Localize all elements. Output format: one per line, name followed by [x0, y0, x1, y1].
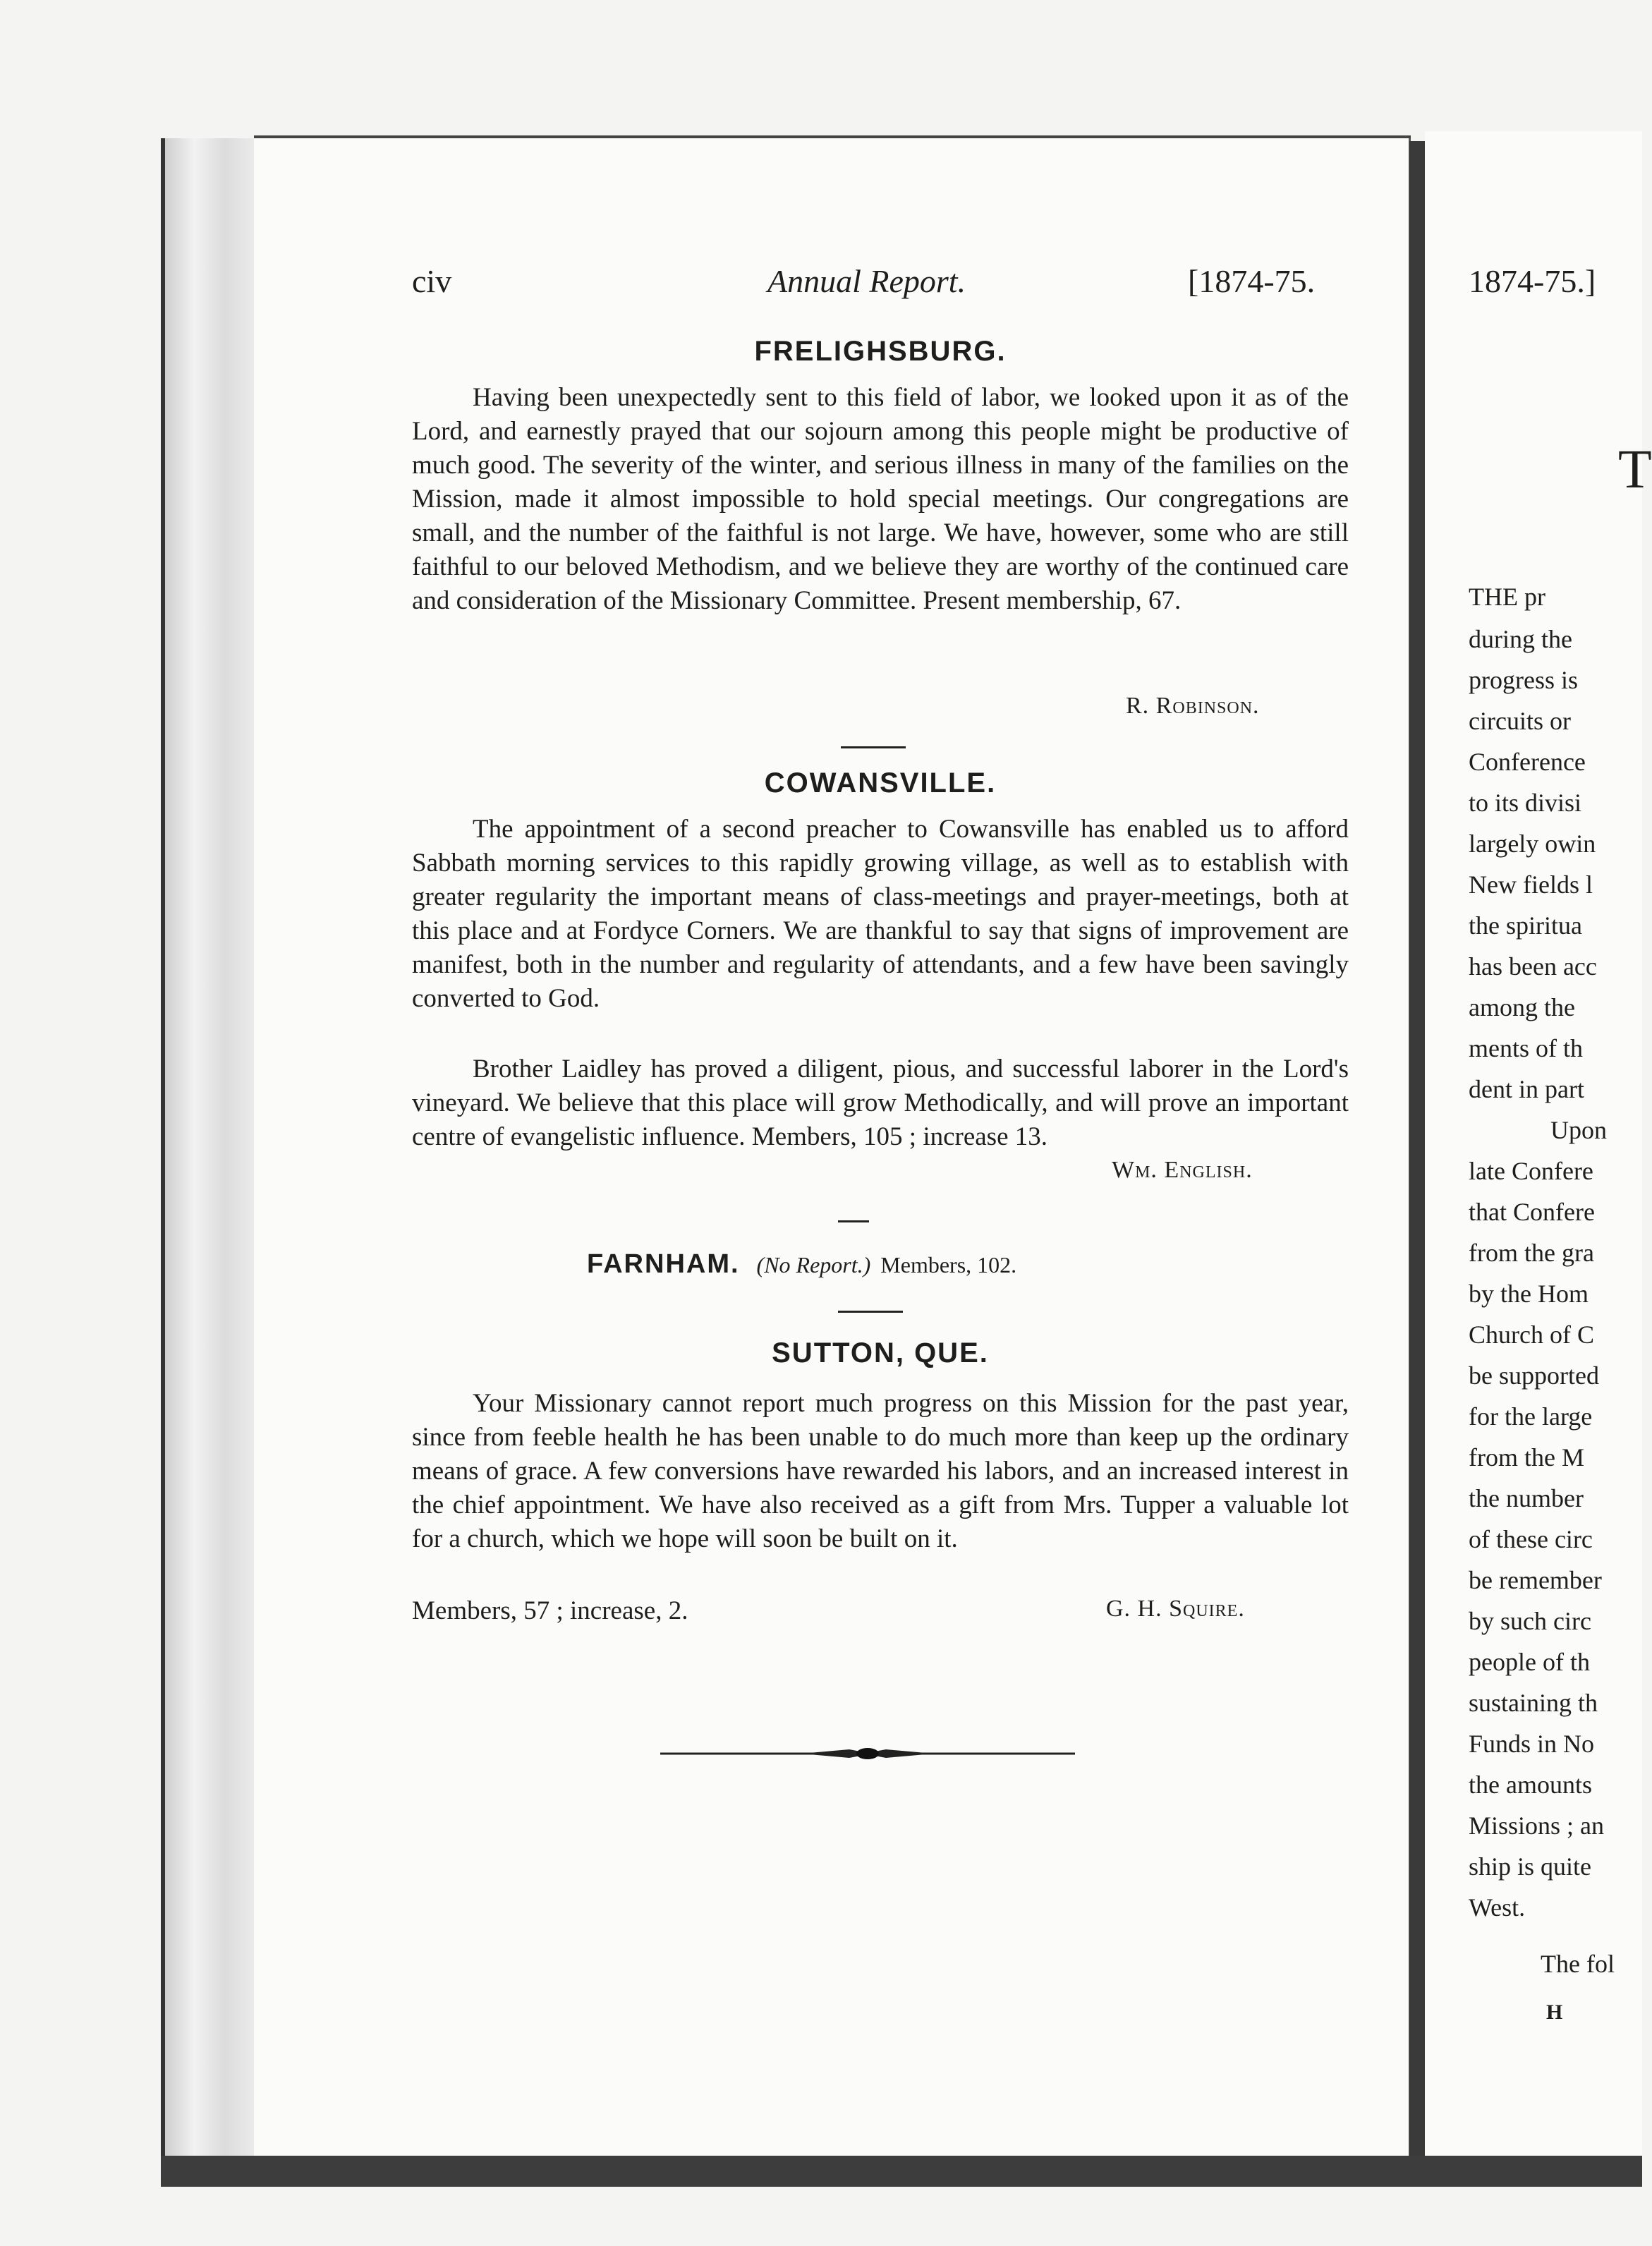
right-initial-letter: T [1618, 438, 1652, 499]
right-line: from the gra [1469, 1239, 1594, 1267]
right-line: among the [1469, 993, 1575, 1021]
paragraph-frelighsburg: Having been unexpectedly sent to this field of labor, we looked upon it as of the Lord, and earnestly prayed that our sojourn among this people might be productive of much good. The severity of the winter, and serious illness in many of the families on the Mission, made it almost impossible to hold special meetings. Our congregations are small, and the number of the faithful is not large. We have, however, some who are still faithful to our beloved Methodism, and we believe they are worthy of the continued care and consideration of the Missionary Committee. Present membership, 67. [412, 383, 1349, 615]
page-number: civ [412, 263, 452, 299]
right-line: be supported [1469, 1361, 1599, 1390]
right-line: Conference [1469, 748, 1586, 776]
section-title-sutton: SUTTON, QUE. [772, 1337, 989, 1368]
right-line: the amounts [1469, 1771, 1592, 1799]
sutton-members: Members, 57 ; increase, 2. [412, 1596, 688, 1625]
right-line: West. [1469, 1893, 1526, 1922]
farnham-members: Members, 102. [880, 1252, 1017, 1277]
running-year: [1874-75. [1188, 263, 1316, 299]
right-line: by such circ [1469, 1607, 1591, 1635]
right-line: circuits or [1469, 707, 1571, 735]
right-line: largely owin [1469, 830, 1596, 858]
right-line: New fields l [1469, 870, 1593, 899]
paragraph-sutton: Your Missionary cannot report much progress on this Mission for the past year, since from feeble health he has been unable to do much more than keep up the ordinary means of grace. A few conversions have rewarded his labors, and an increased interest in the chief appointment. We have also received as a gift from Mrs. Tupper a valuable lot for a church, which we hope will soon be built on it. [412, 1389, 1349, 1553]
paragraph-cowansville-2: Brother Laidley has proved a diligent, pious, and successful laborer in the Lord's vineyard. We believe that this place will grow Methodically, and will prove an important centre of evangelistic influence. Members, 105 ; increase 13. [412, 1055, 1349, 1151]
right-line: of these circ [1469, 1525, 1593, 1553]
signature-squire: G. H. Squire. [1106, 1596, 1245, 1622]
right-line: ship is quite [1469, 1852, 1592, 1881]
page-edges [161, 138, 264, 2170]
right-line: people of th [1469, 1648, 1590, 1676]
right-line: Upon [1550, 1116, 1607, 1144]
right-line: the number [1469, 1484, 1584, 1512]
right-line: Missions ; an [1469, 1811, 1605, 1840]
signature-robinson: R. Robinson. [1126, 693, 1260, 719]
right-running-year: 1874-75.] [1469, 263, 1596, 299]
right-line: for the large [1469, 1402, 1593, 1431]
bottom-shadow [161, 2156, 1642, 2187]
right-line: late Confere [1469, 1157, 1593, 1185]
right-line: that Confere [1469, 1198, 1595, 1226]
right-line: The fol [1541, 1950, 1615, 1978]
right-line: Funds in No [1469, 1730, 1595, 1758]
right-line: progress is [1469, 666, 1578, 694]
right-signature-mark: H [1546, 2001, 1563, 2024]
right-line: to its divisi [1469, 789, 1582, 817]
section-title-frelighsburg: FRELIGHSBURG. [754, 336, 1007, 367]
running-title: Annual Report. [767, 263, 966, 299]
right-line: sustaining th [1469, 1689, 1598, 1717]
section-divider [841, 746, 906, 748]
tailpiece-ornament-icon [660, 1745, 1075, 1762]
right-line: the spiritua [1469, 911, 1582, 940]
section-divider [838, 1220, 869, 1222]
paragraph-cowansville-1: The appointment of a second preacher to Cowansville has enabled us to afford Sabbath morning services to this rapidly growing village, as well as to establish with greater regularity the important means of class-meetings and prayer-meetings, both at this place and at Fordyce Corners. We are thankful to say that signs of improvement are manifest, both in the number and regularity of attendants, and a few have been savingly converted to God. [412, 815, 1349, 1013]
right-line: from the M [1469, 1443, 1584, 1471]
section-divider [838, 1311, 903, 1313]
farnham-entry [587, 1249, 1016, 1280]
right-line: ments of th [1469, 1034, 1583, 1062]
section-title-farnham: FARNHAM. [587, 1249, 740, 1279]
farnham-note: (No Report.) [756, 1252, 871, 1277]
right-line: be remember [1469, 1566, 1602, 1594]
section-title-cowansville: COWANSVILLE. [764, 767, 997, 799]
right-line: dent in part [1469, 1075, 1584, 1103]
right-line: during the [1469, 625, 1572, 653]
book-gutter [1409, 141, 1425, 2159]
right-line: Church of C [1469, 1321, 1594, 1349]
right-line: THE pr [1469, 583, 1545, 611]
right-line: by the Hom [1469, 1280, 1589, 1308]
right-line: has been acc [1469, 952, 1597, 981]
signature-english: Wm. English. [1112, 1157, 1253, 1183]
